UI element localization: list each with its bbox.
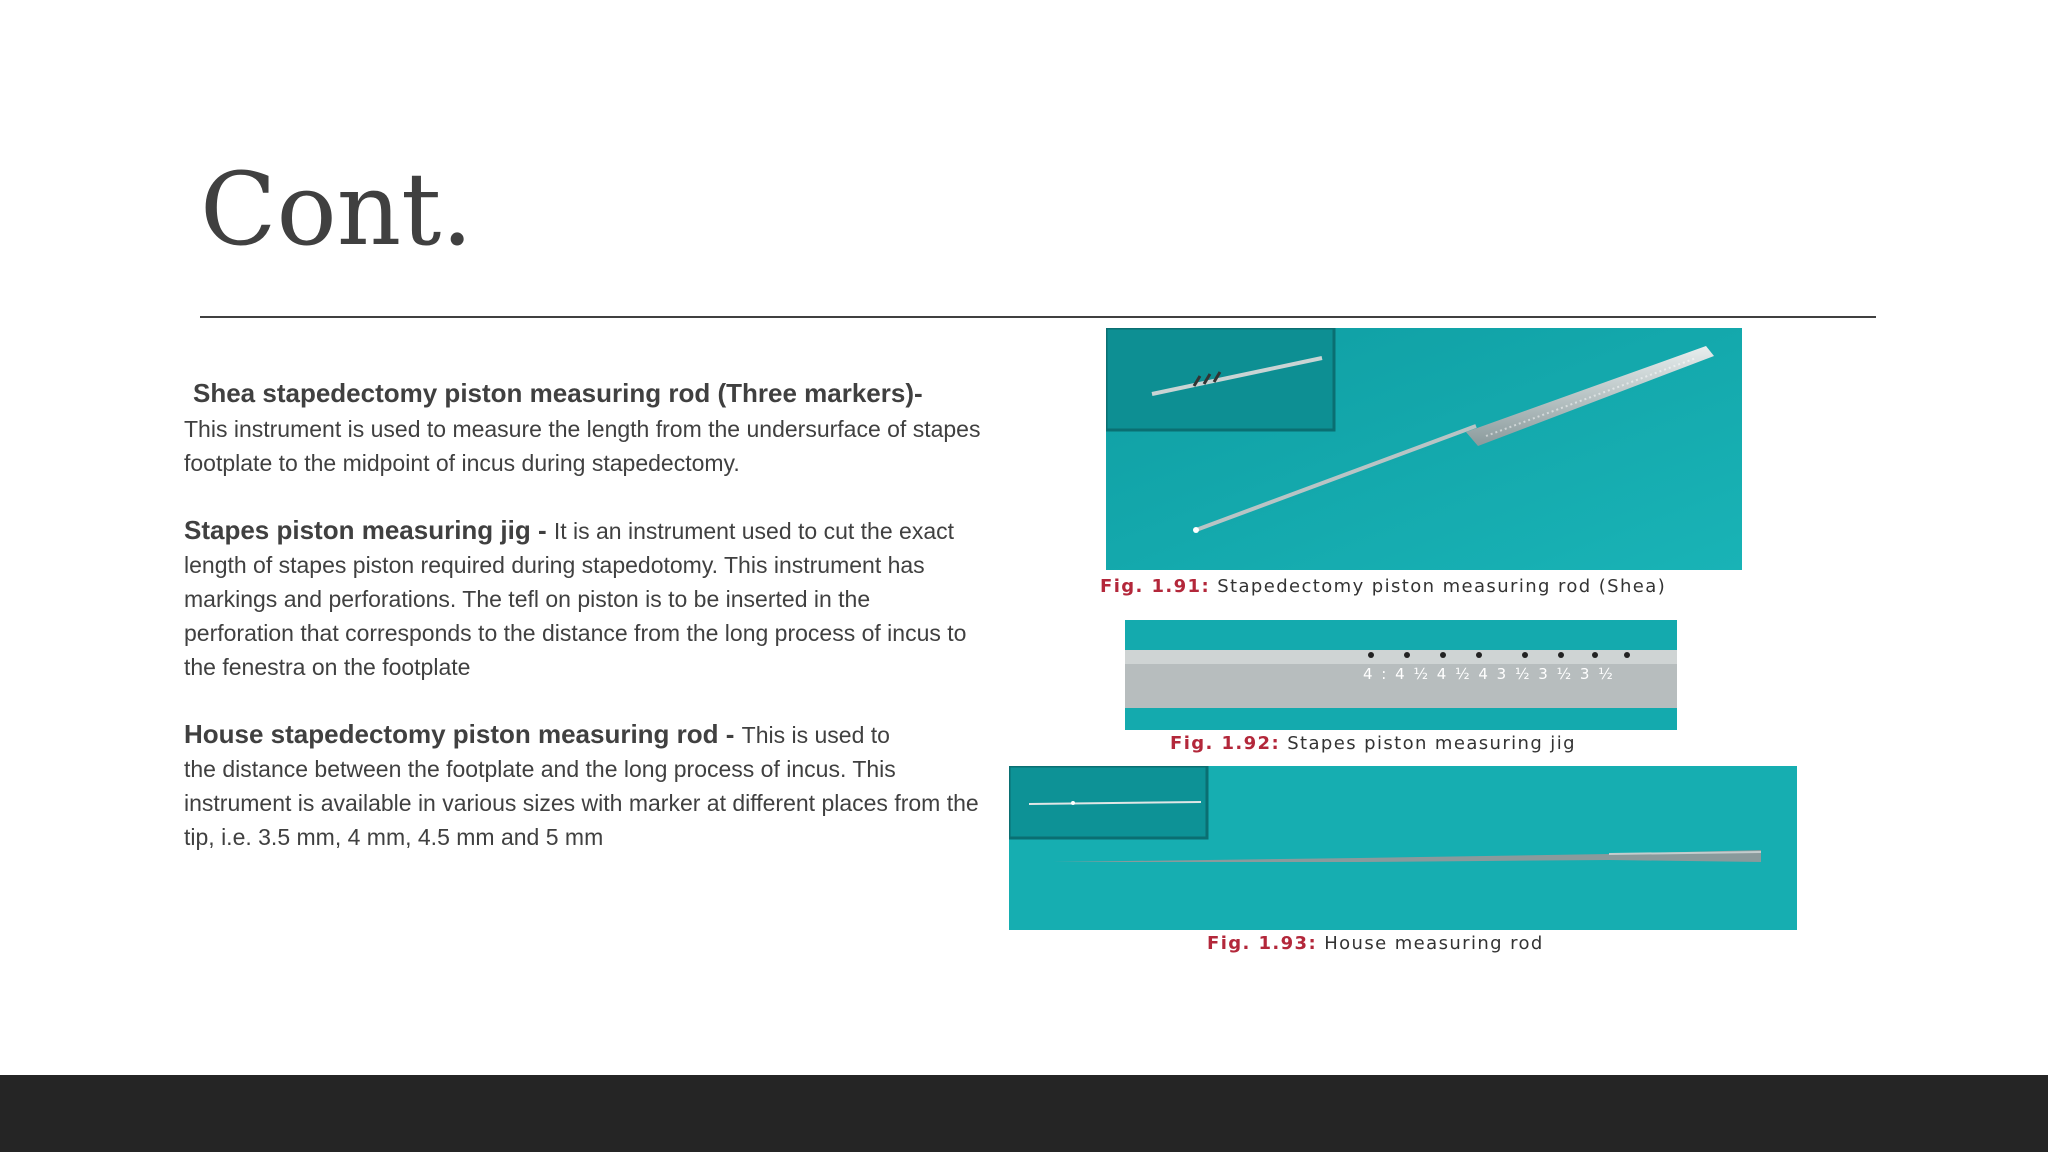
- figure-label: Fig. 1.93:: [1207, 933, 1318, 954]
- section-body: the distance between the footplate and the long process of incus. This instrument is available in various sizes with marker at different places from the tip, i.e. 3.5 mm, 4 mm, 4.5 mm and 5 mm: [184, 756, 979, 850]
- figure-caption-text: Stapedectomy piston measuring rod (Shea): [1210, 576, 1667, 597]
- jig-photo: [1125, 620, 1677, 730]
- figure-caption-text: House measuring rod: [1317, 933, 1544, 954]
- figure-label: Fig. 1.92:: [1170, 733, 1281, 754]
- section-measuring-jig: [184, 513, 984, 684]
- section-house-rod: [184, 717, 984, 854]
- section-shea-rod: [184, 376, 984, 480]
- section-heading: House stapedectomy piston measuring rod -: [184, 719, 742, 749]
- section-body: It is an instrument used to cut the exact length of stapes piston required during stapedotomy. This instrument has markings and perforations. The tefl on piston is to be inserted in the perforation that corresponds to the distance from the long process of incus to the fenestra on the footplate: [184, 518, 967, 680]
- body-text: [184, 376, 984, 887]
- jig-markings: 4 : 4 ½ 4 ½ 4 3 ½ 3 ½ 3 ½: [1363, 665, 1615, 683]
- shea-rod-photo: [1106, 328, 1742, 570]
- section-heading: Shea stapedectomy piston measuring rod (Three markers)-: [193, 378, 923, 408]
- figure-caption: [1170, 733, 1576, 754]
- title-divider: [200, 316, 1876, 318]
- section-body-first: This is used to: [741, 722, 890, 748]
- house-rod-photo: [1009, 766, 1797, 930]
- section-heading: Stapes piston measuring jig -: [184, 515, 554, 545]
- section-body: This instrument is used to measure the length from the undersurface of stapes footplate to the midpoint of incus during stapedectomy.: [184, 416, 981, 476]
- slide-title: Cont.: [200, 151, 474, 268]
- house-rod-illustration: [1009, 766, 1797, 930]
- figure-label: Fig. 1.91:: [1100, 576, 1211, 597]
- jig-illustration: [1125, 620, 1677, 730]
- shea-rod-illustration: [1106, 328, 1742, 570]
- figure-caption-text: Stapes piston measuring jig: [1280, 733, 1576, 754]
- figure-caption: [1100, 576, 1666, 597]
- footer-bar: [0, 1075, 2048, 1152]
- figure-caption: [1207, 933, 1544, 954]
